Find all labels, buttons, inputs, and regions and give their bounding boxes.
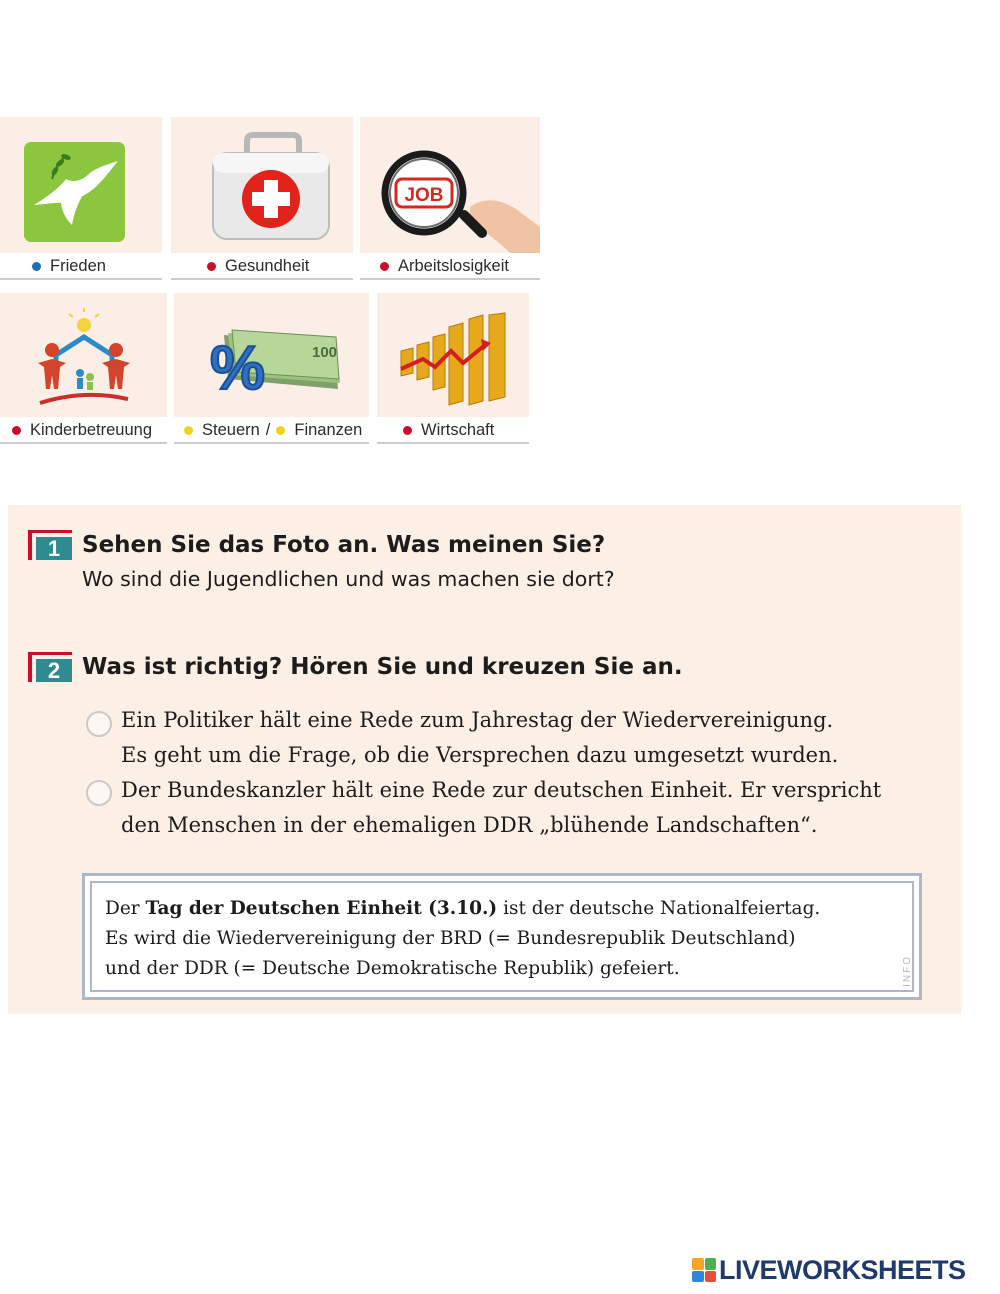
caption-frieden — [0, 254, 162, 280]
caption-arbeitslosigkeit — [360, 254, 540, 280]
info-line-3: und der DDR (= Deutsche Demokratische Republik) gefeiert. — [105, 958, 680, 979]
brand-name: LIVEWORKSHEETS — [719, 1254, 966, 1285]
tile-arbeitslosigkeit — [360, 117, 540, 253]
logo-squares-icon — [692, 1258, 716, 1282]
job-text: JOB — [404, 185, 444, 206]
exercise-panel — [8, 505, 961, 1014]
topic-separator: / — [265, 420, 271, 439]
tile-steuern-finanzen — [174, 293, 369, 417]
topic-label: Frieden — [50, 256, 106, 275]
topic-label: Steuern — [202, 420, 260, 439]
job-magnifier-icon — [360, 117, 540, 253]
option-1-text — [121, 703, 838, 773]
bullet-dot — [207, 262, 216, 271]
info-text — [105, 894, 820, 984]
money-percent-icon — [174, 293, 369, 417]
tile-wirtschaft — [377, 293, 529, 417]
topic-label: Kinderbetreuung — [30, 420, 153, 439]
exercise-2-title: Was ist richtig? Hören Sie und kreuzen Sie an. — [82, 654, 683, 680]
tile-gesundheit — [171, 117, 353, 253]
info-line-2: Es wird die Wiedervereinigung der BRD (= Bundesrepublik Deutschland) — [105, 928, 796, 949]
option-2-text — [121, 773, 881, 843]
tile-kinderbetreuung — [0, 293, 167, 417]
caption-kinderbetreuung — [0, 418, 167, 444]
caption-steuern-finanzen — [174, 418, 369, 444]
caption-wirtschaft — [377, 418, 529, 444]
info-line-1: Der Tag der Deutschen Einheit (3.10.) ist der deutsche Nationalfeiertag. — [105, 898, 821, 919]
exercise-1-subtitle: Wo sind die Jugendlichen und was machen sie dort? — [82, 567, 615, 591]
option-1-line2: Es geht um die Frage, ob die Versprechen dazu umgesetzt wurden. — [121, 743, 839, 767]
svg-text:%: % — [210, 334, 266, 403]
family-home-icon — [0, 293, 167, 417]
bullet-dot — [12, 426, 21, 435]
caption-gesundheit — [171, 254, 353, 280]
option-1-radio[interactable] — [86, 711, 112, 737]
option-2-line1: Der Bundeskanzler hält eine Rede zur deutschen Einheit. Er verspricht — [121, 778, 882, 802]
svg-text:100: 100 — [312, 344, 338, 361]
exercise-1-number: 1 — [28, 530, 72, 560]
bullet-dot — [184, 426, 193, 435]
exercise-1-title: Sehen Sie das Foto an. Was meinen Sie? — [82, 532, 606, 558]
info-box — [82, 873, 922, 1000]
bullet-dot — [403, 426, 412, 435]
bullet-dot — [32, 262, 41, 271]
growth-chart-icon — [377, 293, 529, 417]
bullet-dot — [380, 262, 389, 271]
dove-icon — [0, 117, 162, 253]
topic-label-2: Finanzen — [294, 420, 363, 439]
exercise-2-number: 2 — [28, 652, 72, 682]
info-tag: INFO — [902, 955, 913, 987]
first-aid-kit-icon — [171, 117, 353, 253]
bullet-dot — [276, 426, 285, 435]
option-2-line2: den Menschen in der ehemaligen DDR „blühende Landschaften“. — [121, 813, 818, 837]
topic-label: Wirtschaft — [421, 420, 495, 439]
info-highlight: Tag der Deutschen Einheit (3.10.) — [145, 898, 498, 919]
topic-label: Gesundheit — [225, 256, 310, 275]
option-2-radio[interactable] — [86, 780, 112, 806]
tile-frieden — [0, 117, 162, 253]
topic-label: Arbeitslosigkeit — [398, 256, 509, 275]
option-1-line1: Ein Politiker hält eine Rede zum Jahrestag der Wiedervereinigung. — [121, 708, 834, 732]
liveworksheets-logo — [692, 1254, 966, 1286]
